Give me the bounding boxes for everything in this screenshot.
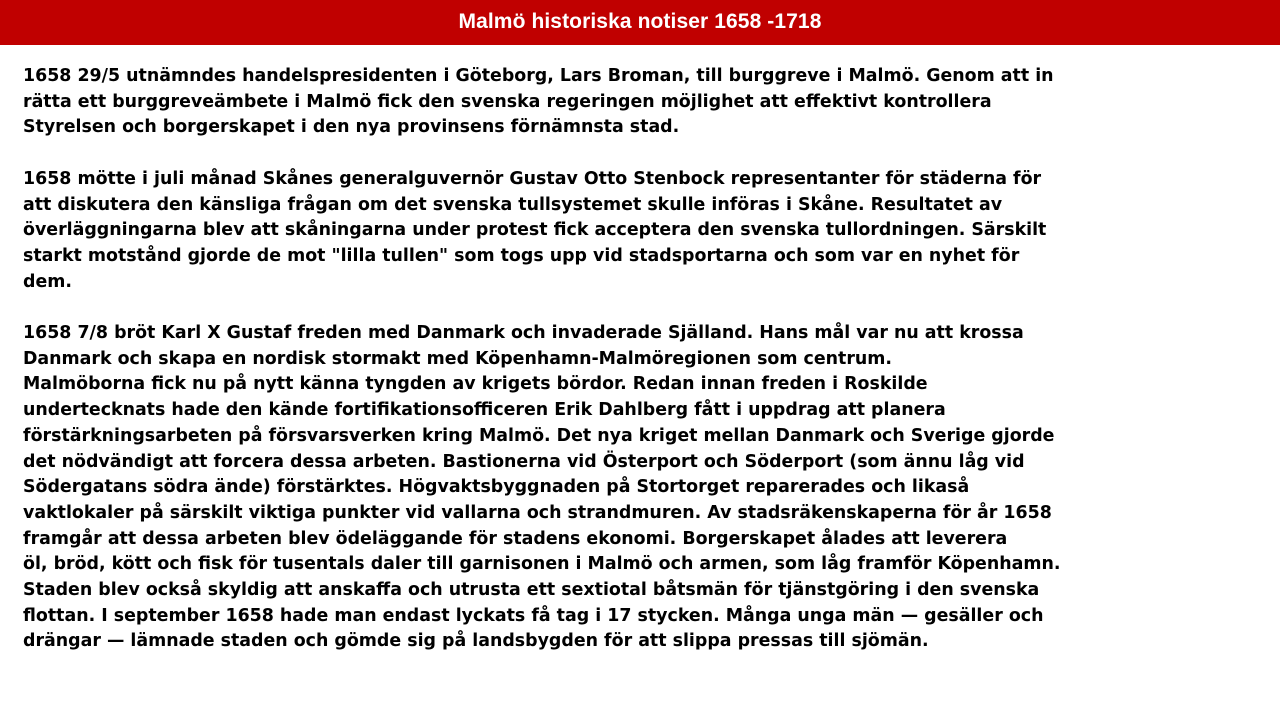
text-line: rätta ett burggreveämbete i Malmö fick den svenska regeringen möjlighet att effektivt kontrollera: [23, 91, 992, 112]
text-line: Styrelsen och borgerskapet i den nya provinsens förnämnsta stad.: [23, 117, 680, 138]
text-line: flottan. I september 1658 hade man endast lyckats få tag i 17 stycken. Många unga män — gesäller och: [23, 605, 1044, 626]
paragraph-spacer: [23, 141, 1263, 167]
page-title: Malmö historiska notiser 1658 -1718: [458, 9, 822, 33]
paragraph-spacer: [23, 295, 1263, 321]
paragraph-burggreve: [23, 64, 1263, 141]
document-body: [23, 64, 1263, 655]
paragraph-kriget: [23, 321, 1263, 655]
text-line: Malmöborna fick nu på nytt känna tyngden av krigets bördor. Redan innan freden i Roskilde: [23, 374, 928, 395]
text-line: förstärkningsarbeten på försvarsverken kring Malmö. Det nya kriget mellan Danmark och Sverige gjorde: [23, 425, 1055, 446]
text-line: att diskutera den känsliga frågan om det svenska tullsystemet skulle införas i Skåne. Resultatet av: [23, 194, 1003, 215]
text-line: 1658 mötte i juli månad Skånes generalguvernör Gustav Otto Stenbock representanter för städerna för: [23, 168, 1042, 189]
text-line: drängar — lämnade staden och gömde sig på landsbygden för att slippa pressas till sjömän.: [23, 631, 929, 652]
text-line: Staden blev också skyldig att anskaffa och utrusta ett sextiotal båtsmän för tjänstgöring i den svenska: [23, 580, 1040, 601]
title-bar: [0, 0, 1280, 45]
text-line: starkt motstånd gjorde de mot "lilla tullen" som togs upp vid stadsportarna och som var en nyhet för: [23, 245, 1020, 266]
text-line: undertecknats hade den kände fortifikationsofficeren Erik Dahlberg fått i uppdrag att planera: [23, 400, 946, 421]
text-line: överläggningarna blev att skåningarna under protest fick acceptera den svenska tullordningen. Särskilt: [23, 220, 1047, 241]
text-line: Södergatans södra ände) förstärktes. Högvaktsbyggnaden på Stortorget reparerades och likaså: [23, 477, 970, 498]
text-line: det nödvändigt att forcera dessa arbeten. Bastionerna vid Österport och Söderport (som ännu låg vid: [23, 451, 1025, 472]
text-line: vaktlokaler på särskilt viktiga punkter vid vallarna och strandmuren. Av stadsräkenskaperna för år 1658: [23, 502, 1052, 523]
text-line: dem.: [23, 271, 72, 292]
text-line: Danmark och skapa en nordisk stormakt med Köpenhamn-Malmöregionen som centrum.: [23, 348, 893, 369]
text-line: 1658 29/5 utnämndes handelspresidenten i Göteborg, Lars Broman, till burggreve i Malmö. Genom att in: [23, 66, 1054, 86]
text-line: 1658 7/8 bröt Karl X Gustaf freden med Danmark och invaderade Själland. Hans mål var nu att krossa: [23, 323, 1024, 343]
paragraph-tullsystem: [23, 167, 1263, 296]
text-line: öl, bröd, kött och fisk för tusentals daler till garnisonen i Malmö och armen, som låg framför Köpenhamn.: [23, 554, 1061, 575]
text-line: framgår att dessa arbeten blev ödeläggande för stadens ekonomi. Borgerskapet ålades att leverera: [23, 528, 1008, 549]
